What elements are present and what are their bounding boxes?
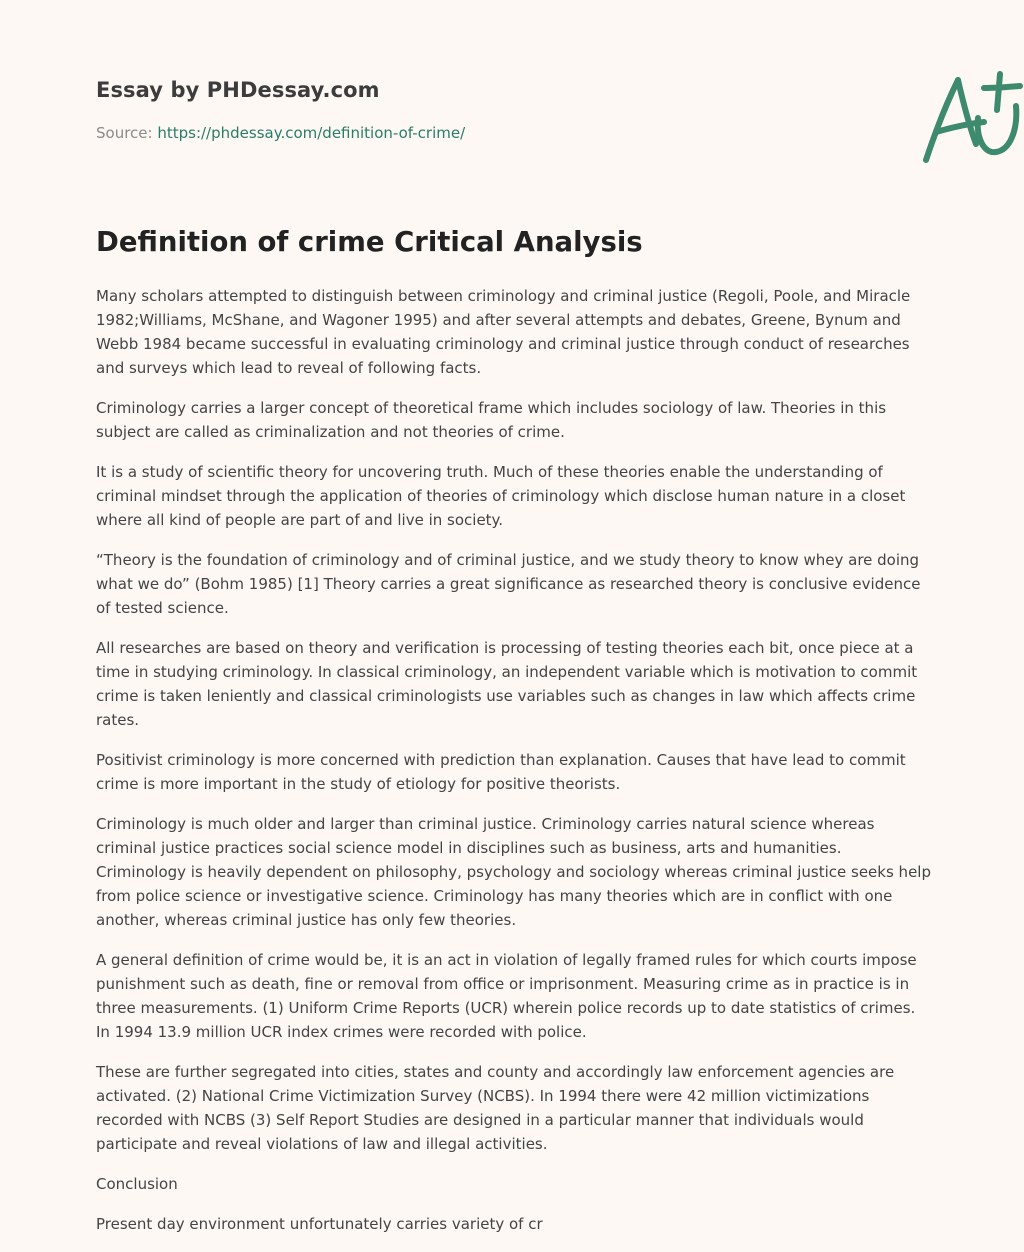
paragraph: Present day environment unfortunately carries variety of cr	[96, 1215, 543, 1233]
brand-name: Essay by PHDessay.com	[96, 78, 380, 102]
paragraph: All researches are based on theory and verification is processing of testing theories each bit, once piece at a time in studying criminology. In classical criminology, an independent variable which is motivation to commit crime is taken leniently and classical criminologists use variables such as changes in law which affects crime rates.	[96, 639, 918, 729]
paragraph: Criminology is much older and larger than criminal justice. Criminology carries natural science whereas criminal justice practices social science model in disciplines such as business, arts and humanities. Criminology is heavily dependent on philosophy, psychology and sociology whereas criminal justice seeks help from police science or investigative science. Criminology has many theories which are in conflict with one another, whereas criminal justice has only few theories.	[96, 815, 931, 929]
paragraph: “Theory is the foundation of criminology and of criminal justice, and we study theory to know whey are doing what we do” (Bohm 1985) [1] Theory carries a great significance as researched theory is conclusive evidence of tested science.	[96, 551, 921, 617]
logo-plus-vertical	[997, 74, 1000, 110]
paragraph: Criminology carries a larger concept of theoretical frame which includes sociology of law. Theories in this subject are called as criminalization and not theories of crime.	[96, 399, 887, 441]
logo-a-right-stroke	[958, 80, 976, 144]
paragraph: Many scholars attempted to distinguish between criminology and criminal justice (Regoli, Poole, and Miracle 1982;Williams, McShane, and Wagoner 1995) and after several attempts and debates, Greene, Bynum and Webb 1984 became successful in evaluating criminology and criminal justice through conduct of researches and surveys which lead to reveal of following facts.	[96, 287, 911, 377]
source-line	[96, 124, 465, 142]
paragraph: It is a study of scientific theory for uncovering truth. Much of these theories enable the understanding of criminal mindset through the application of theories of criminology which disclose human nature in a closet where all kind of people are part of and live in society.	[96, 463, 906, 529]
source-label: Source:	[96, 124, 158, 142]
source-link[interactable]: https://phdessay.com/definition-of-crime/	[157, 124, 466, 142]
page-title: Definition of crime Critical Analysis	[96, 226, 643, 258]
paragraph: Positivist criminology is more concerned with prediction than explanation. Causes that have lead to commit crime is more important in the study of etiology for positive theorists.	[96, 751, 906, 793]
logo-a-left-stroke	[926, 80, 958, 160]
conclusion-heading: Conclusion	[96, 1175, 178, 1193]
logo-plus-horizontal	[984, 86, 1020, 88]
paragraph: A general definition of crime would be, it is an act in violation of legally framed rules for which courts impose punishment such as death, fine or removal from office or imprisonment. Measuring crime as in practice is in three measurements. (1) Uniform Crime Reports (UCR) wherein police records up to date statistics of crimes. In 1994 13.9 million UCR index crimes were recorded with police.	[96, 951, 917, 1041]
paragraph: These are further segregated into cities, states and county and accordingly law enforcement agencies are activated. (2) National Crime Victimization Survey (NCBS). In 1994 there were 42 million victimizations recorded with NCBS (3) Self Report Studies are designed in a particular manner that individuals would participate and reveal violations of law and illegal activities.	[96, 1063, 895, 1153]
a-plus-logo	[914, 66, 1024, 170]
article-body	[96, 284, 932, 1252]
